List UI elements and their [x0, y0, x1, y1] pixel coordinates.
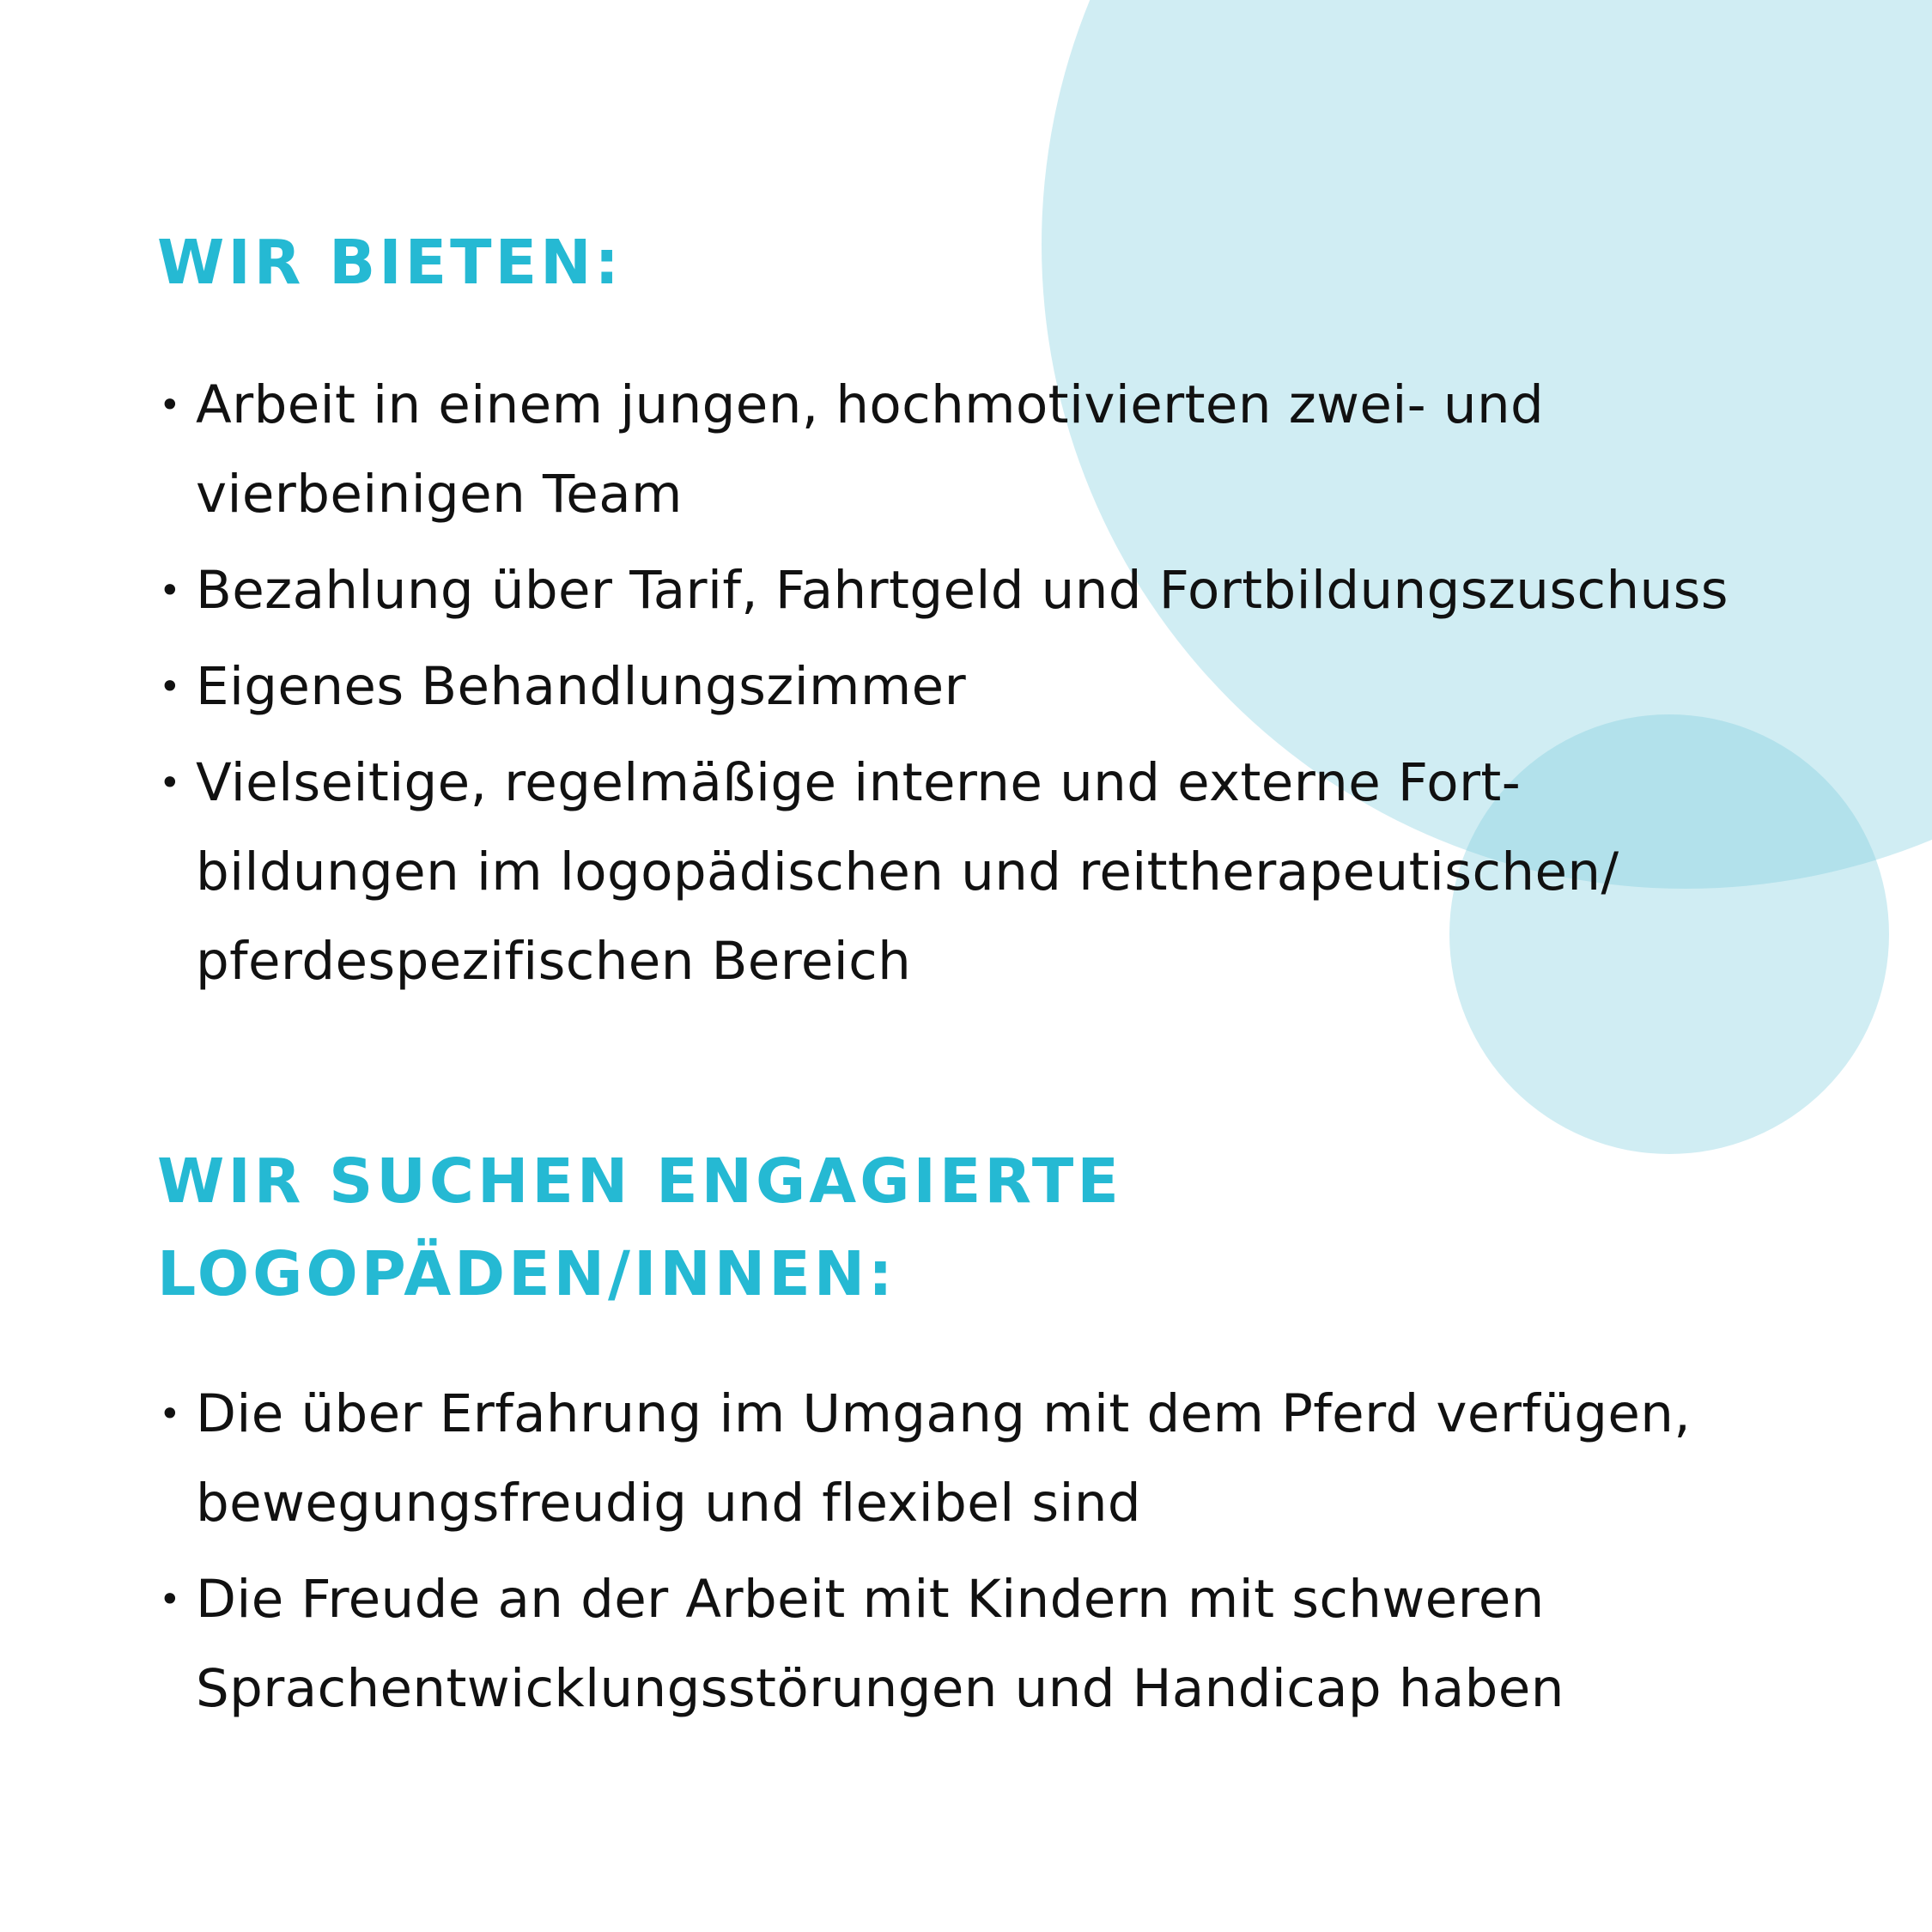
offer-training-line-2: bildungen im logopädischen und reittherapeutischen/: [196, 841, 1619, 902]
search-title-line-2: LOGOPÄDEN/INNEN:: [157, 1238, 896, 1309]
search-children-line-2: Sprachentwicklungsstörungen und Handicap haben: [196, 1658, 1564, 1719]
bullet-icon: •: [159, 569, 181, 612]
offer-team-line-1: Arbeit in einem jungen, hochmotivierten zwei- und: [196, 374, 1545, 435]
bullet-icon: •: [159, 1578, 181, 1621]
search-title-line-1: WIR SUCHEN ENGAGIERTE: [157, 1145, 1122, 1217]
bullet-icon: •: [159, 665, 181, 708]
search-title: [157, 1135, 1359, 1321]
search-item-horse-experience: [157, 1370, 1789, 1548]
offer-team-line-2: vierbeinigen Team: [196, 464, 683, 525]
bullet-icon: •: [159, 384, 181, 427]
bullet-icon: •: [159, 1393, 181, 1436]
search-horse-line-2: bewegungsfreudig und flexibel sind: [196, 1473, 1142, 1534]
offer-room-line: Eigenes Behandlungszimmer: [196, 656, 967, 717]
offer-training-line-1: Vielseitige, regelmäßige interne und externe Fort-: [196, 752, 1522, 813]
search-children-line-1: Die Freude an der Arbeit mit Kindern mit schweren: [196, 1569, 1545, 1630]
search-horse-line-1: Die über Erfahrung im Umgang mit dem Pferd verfügen,: [196, 1383, 1692, 1444]
offer-item-room: [157, 642, 1814, 732]
offer-item-training: [157, 738, 1814, 1006]
search-list: [157, 1370, 1789, 1741]
offers-list: [157, 361, 1814, 1013]
offer-training-line-3: pferdespezifischen Bereich: [196, 931, 912, 992]
offers-title: WIR BIETEN:: [157, 227, 623, 298]
bullet-icon: •: [159, 762, 181, 805]
search-item-children-work: [157, 1555, 1789, 1734]
offer-pay-line: Bezahlung über Tarif, Fahrtgeld und Fortbildungszuschuss: [196, 560, 1728, 621]
offer-item-pay: [157, 546, 1814, 635]
offer-item-team: [157, 361, 1814, 539]
